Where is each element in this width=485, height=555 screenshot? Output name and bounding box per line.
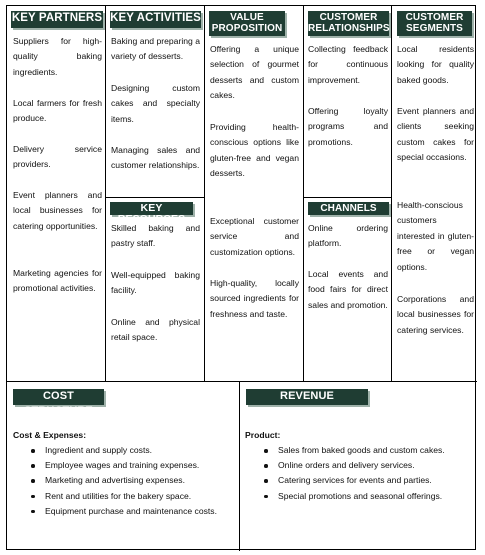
key-activities-list xyxy=(111,34,200,174)
revenue-section xyxy=(240,381,477,551)
customer-relationships-item: Offering loyalty programs and promotions. xyxy=(308,106,388,147)
customer-segments-section xyxy=(392,6,477,381)
customer-segments-item: Local residents looking for quality baked goods. xyxy=(397,44,474,85)
revenue-item: Online orders and delivery services. xyxy=(264,458,445,473)
cost-structure-item: Employee wages and training expenses. xyxy=(31,458,217,473)
customer-relationships-title-line1: CUSTOMER xyxy=(319,12,378,23)
revenue-subtitle: Product: xyxy=(245,430,281,440)
key-resources-title: KEY RESOURCES xyxy=(110,202,193,215)
cost-structure-item: Ingredient and supply costs. xyxy=(31,443,217,458)
revenue-item: Catering services for events and parties. xyxy=(264,473,445,488)
revenue-item: Special promotions and seasonal offerings. xyxy=(264,489,445,504)
section-divider xyxy=(106,197,205,198)
customer-relationships-section xyxy=(304,6,392,381)
business-model-canvas xyxy=(6,5,476,550)
key-partners-item: Delivery service providers. xyxy=(13,144,102,170)
channels-item: Local events and food fairs for direct sales and promotion. xyxy=(308,269,388,310)
key-resources-item: Online and physical retail space. xyxy=(111,317,200,343)
cost-structure-item: Rent and utilities for the bakery space. xyxy=(31,489,217,504)
key-resources-list xyxy=(111,221,200,346)
revenue-item: Sales from baked goods and custom cakes. xyxy=(264,443,445,458)
customer-segments-title-line2: SEGMENTS xyxy=(406,23,463,34)
key-partners-item: Event planners and local businesses for catering opportunities. xyxy=(13,190,102,231)
cost-structure-item: Marketing and advertising expenses. xyxy=(31,473,217,488)
key-activities-item: Managing sales and customer relationships. xyxy=(111,145,200,171)
value-proposition-item: High-quality, locally sourced ingredients for freshness and taste. xyxy=(210,278,299,319)
customer-segments-item: Health-conscious customers interested in gluten-free or vegan options. xyxy=(397,200,474,272)
value-proposition-section xyxy=(205,6,304,381)
key-partners-item: Marketing agencies for promotional activities. xyxy=(13,268,102,294)
value-proposition-list xyxy=(210,42,299,322)
value-proposition-item: Offering a unique selection of gourmet desserts and custom cakes. xyxy=(210,44,299,101)
customer-relationships-title-line2: RELATIONSHIPS xyxy=(308,23,390,34)
customer-segments-title xyxy=(397,11,472,36)
key-resources-item: Well-equipped baking facility. xyxy=(111,270,200,296)
revenue-title: REVENUE xyxy=(246,389,368,405)
customer-segments-item: Event planners and clients seeking custom cakes for special occasions. xyxy=(397,106,474,163)
key-resources-item: Skilled baking and pastry staff. xyxy=(111,223,200,249)
value-proposition-title-line2: PROPOSITION xyxy=(211,23,283,34)
key-partners-item: Suppliers for high-quality baking ingredients. xyxy=(13,36,102,77)
key-activities-section xyxy=(106,6,205,381)
cost-structure-item: Equipment purchase and maintenance costs. xyxy=(31,504,217,519)
customer-segments-title-line1: CUSTOMER xyxy=(405,12,464,23)
key-partners-item: Local farmers for fresh produce. xyxy=(13,98,102,124)
key-partners-list xyxy=(13,34,102,297)
channels-list xyxy=(308,221,388,313)
value-proposition-title-line1: VALUE xyxy=(230,12,264,23)
key-partners-section xyxy=(7,6,106,381)
key-activities-item: Baking and preparing a variety of desserts. xyxy=(111,36,200,62)
cost-structure-section xyxy=(7,381,240,551)
value-proposition-title xyxy=(209,11,285,36)
key-partners-title: KEY PARTNERS xyxy=(11,11,103,28)
customer-relationships-list xyxy=(308,42,388,150)
channels-title: CHANNELS xyxy=(308,202,389,215)
customer-relationships-item: Collecting feedback for continuous improvement. xyxy=(308,44,388,85)
customer-relationships-title xyxy=(308,11,389,36)
cost-structure-list xyxy=(31,443,217,519)
key-activities-item: Designing custom cakes and specialty items. xyxy=(111,83,200,124)
channels-item: Online ordering platform. xyxy=(308,223,388,249)
customer-segments-item: Corporations and local businesses for catering services. xyxy=(397,294,474,335)
revenue-list xyxy=(264,443,445,504)
customer-segments-list xyxy=(397,42,474,338)
cost-structure-title: COST STRUCTURE xyxy=(13,389,104,405)
cost-structure-subtitle: Cost & Expenses: xyxy=(13,430,87,440)
key-activities-title: KEY ACTIVITIES xyxy=(110,11,201,28)
value-proposition-item: Exceptional customer service and customization options. xyxy=(210,216,299,257)
value-proposition-item: Providing health-conscious options like gluten-free and vegan desserts. xyxy=(210,122,299,179)
section-divider xyxy=(304,197,392,198)
